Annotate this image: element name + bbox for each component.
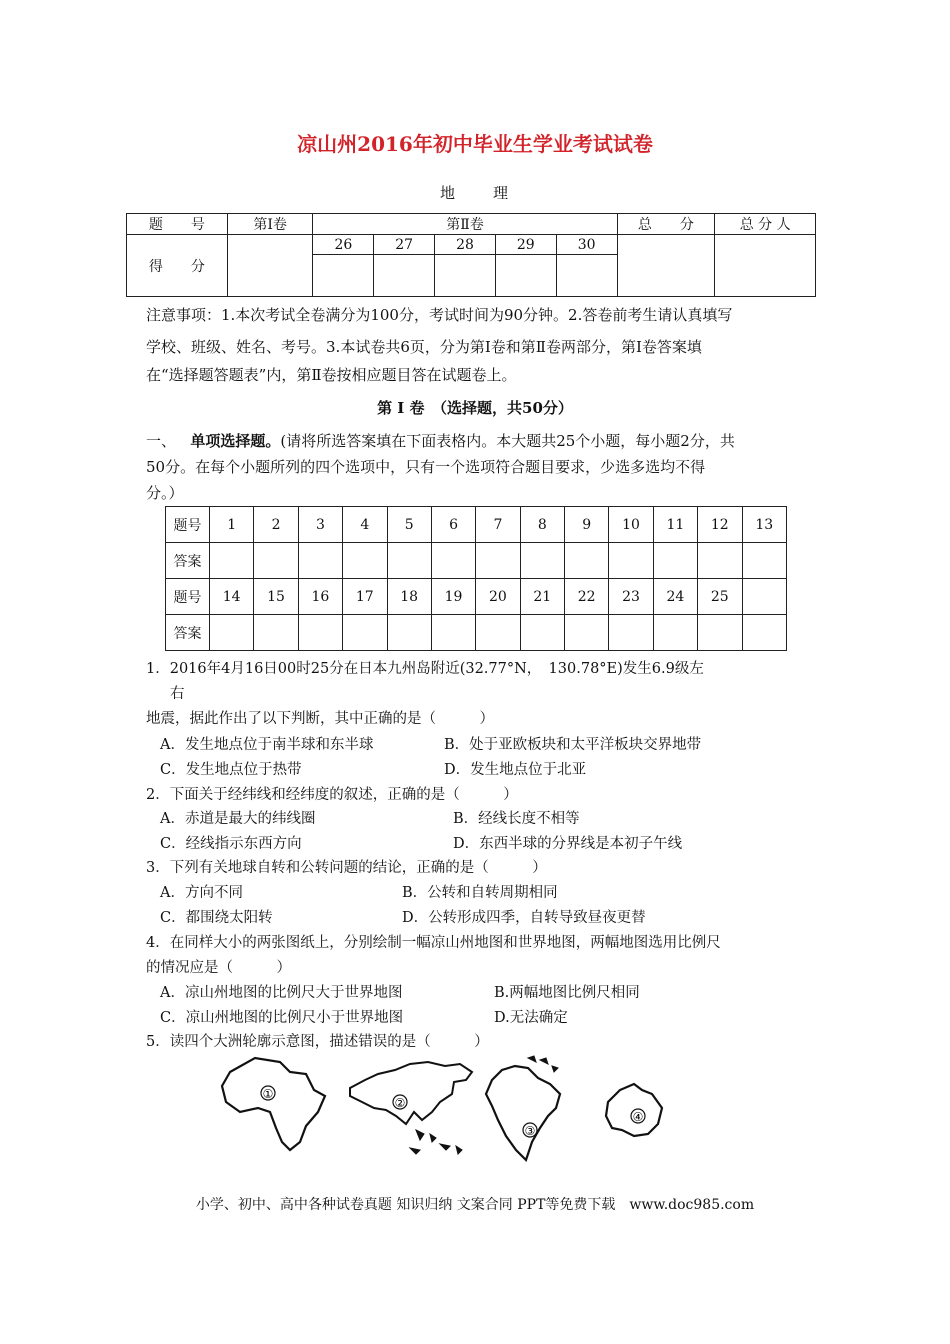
answer-qnum: 10 [609,507,653,543]
score-table-tihao: 题 号 [127,214,228,235]
answer-qnum: 20 [476,579,520,615]
score-cell-juan1[interactable] [227,235,313,297]
answer-cell[interactable] [742,615,787,651]
notice-line: 在“选择题答题表”内，第Ⅱ卷按相应题目答在试题卷上。 [146,366,517,384]
question-2-option-b[interactable]: B．经线长度不相等 [453,811,580,827]
question-4-option-a[interactable]: A．凉山州地图的比例尺大于世界地图 [160,985,403,1001]
score-cell[interactable] [435,255,496,297]
answer-cell[interactable] [387,615,431,651]
answer-qnum: 25 [698,579,742,615]
answer-cell[interactable] [431,543,475,579]
answer-cell[interactable] [298,543,342,579]
answer-row-label: 题号 [166,579,210,615]
question-4-option-c[interactable]: C．凉山州地图的比例尺小于世界地图 [160,1010,404,1026]
score-table-qnum: 28 [435,235,496,255]
score-cell[interactable] [374,255,435,297]
part1-line1 [146,428,735,454]
answer-qnum: 3 [298,507,342,543]
answer-qnum: 5 [387,507,431,543]
answer-qnum: 23 [609,579,653,615]
answer-cell[interactable] [520,543,564,579]
score-table-zongfenren: 总 分 人 [715,214,816,235]
continent-2-asia [350,1062,472,1154]
part1-line3: 分。） [146,484,184,502]
answer-qnum: 12 [698,507,742,543]
answer-cell[interactable] [343,543,387,579]
score-cell[interactable] [556,255,617,297]
continent-1-africa [222,1058,325,1150]
answer-qnum: 22 [565,579,609,615]
answer-cell[interactable] [254,543,298,579]
part1-rest: (请将所选答案填在下面表格内。本大题共25个小题，每小题2分，共 [280,432,735,450]
answer-cell[interactable] [742,543,787,579]
answer-cell[interactable] [210,615,254,651]
score-cell[interactable] [313,255,374,297]
question-3-option-c[interactable]: C．都围绕太阳转 [160,910,273,926]
continent-3-north-america [486,1056,560,1160]
question-2-option-a[interactable]: A．赤道是最大的纬线圈 [160,811,316,827]
answer-cell[interactable] [565,615,609,651]
answer-qnum: 15 [254,579,298,615]
answer-cell[interactable] [476,543,520,579]
answer-qnum: 2 [254,507,298,543]
answer-qnum: 19 [431,579,475,615]
score-table-defen: 得 分 [127,235,228,297]
question-2-option-c[interactable]: C．经线指示东西方向 [160,836,302,852]
question-3-option-a[interactable]: A．方向不同 [160,885,243,901]
question-4-option-b[interactable]: B.两幅地图比例尺相同 [494,985,640,1001]
question-5-stem: 5．读四个大洲轮廓示意图，描述错误的是（ ） [146,1034,489,1050]
question-4-option-d[interactable]: D.无法确定 [494,1010,568,1026]
answer-cell[interactable] [343,615,387,651]
question-1-option-b[interactable]: B．处于亚欧板块和太平洋板块交界地带 [444,737,702,753]
score-cell[interactable] [495,255,556,297]
question-3-option-b[interactable]: B．公转和自转周期相同 [402,885,558,901]
answer-cell[interactable] [653,543,697,579]
answer-cell[interactable] [387,543,431,579]
continent-4-australia [606,1084,662,1136]
part1-line2: 50分。在每个小题所列的四个选项中，只有一个选项符合题目要求，少选多选均不得 [146,458,706,476]
question-2-stem: 2．下面关于经纬线和经纬度的叙述，正确的是（ ） [146,787,518,803]
continent-label: ④ [632,1110,644,1124]
answer-row-label: 答案 [166,615,210,651]
answer-qnum: 11 [653,507,697,543]
answer-cell[interactable] [520,615,564,651]
answer-qnum: 16 [298,579,342,615]
notice-line: 注意事项：1.本次考试全卷满分为100分，考试时间为90分钟。2.答卷前考生请认真填写 [146,306,733,324]
score-cell-grader[interactable] [715,235,816,297]
answer-qnum: 6 [431,507,475,543]
part1-label: 一、 [146,432,177,450]
answer-cell[interactable] [698,615,742,651]
question-3-stem: 3．下列有关地球自转和公转问题的结论，正确的是（ ） [146,860,547,876]
question-4-stem: 的情况应是（ ） [146,960,291,976]
part1-title: 单项选择题。 [190,432,281,450]
score-table-zongfen: 总 分 [617,214,715,235]
score-table-qnum: 27 [374,235,435,255]
score-cell-total[interactable] [617,235,715,297]
answer-qnum: 7 [476,507,520,543]
answer-cell[interactable] [476,615,520,651]
answer-qnum: 1 [210,507,254,543]
question-1-option-a[interactable]: A．发生地点位于南半球和东半球 [160,737,374,753]
question-2-option-d[interactable]: D．东西半球的分界线是本初子午线 [453,836,683,852]
answer-cell[interactable] [653,615,697,651]
notice-line: 学校、班级、姓名、考号。3.本试卷共6页，分为第Ⅰ卷和第Ⅱ卷两部分，第Ⅰ卷答案填 [146,338,702,356]
question-1-stem: 1．2016年4月16日00时25分在日本九州岛附近(32.77°N， 130.78°E)发生6.9级左 [146,661,704,677]
subject-char-1: 地 [439,184,457,202]
answer-qnum: 8 [520,507,564,543]
answer-qnum [742,579,787,615]
answer-qnum: 14 [210,579,254,615]
continent-label: ③ [524,1124,536,1138]
question-1-stem: 地震，据此作出了以下判断，其中正确的是（ ） [146,711,494,727]
score-table-juan1: 第Ⅰ卷 [227,214,313,235]
answer-cell[interactable] [431,615,475,651]
answer-qnum: 18 [387,579,431,615]
answer-cell[interactable] [609,615,653,651]
answer-cell[interactable] [698,543,742,579]
subject-char-2: 理 [493,184,511,202]
answer-cell[interactable] [298,615,342,651]
score-table [126,213,816,297]
question-1-option-d[interactable]: D．发生地点位于北亚 [444,762,587,778]
continent-outline-maps [210,1050,690,1165]
continent-label: ① [262,1087,274,1101]
score-table-qnum: 30 [556,235,617,255]
answer-cell[interactable] [210,543,254,579]
score-table-qnum: 26 [313,235,374,255]
exam-title: 凉山州2016年初中毕业生学业考试试卷 [297,132,653,156]
question-1-stem: 右 [170,686,185,702]
answer-cell[interactable] [609,543,653,579]
answer-row-label: 题号 [166,507,210,543]
answer-table [165,506,787,651]
question-4-stem: 4．在同样大小的两张图纸上，分别绘制一幅凉山州地图和世界地图，两幅地图选用比例尺 [146,935,721,951]
answer-qnum: 21 [520,579,564,615]
answer-qnum: 9 [565,507,609,543]
continent-label: ② [394,1096,406,1110]
answer-row-label: 答案 [166,543,210,579]
answer-cell[interactable] [254,615,298,651]
answer-qnum: 24 [653,579,697,615]
page-footer: 小学、初中、高中各种试卷真题 知识归纳 文案合同 PPT等免费下载 www.doc985.com [195,1197,755,1213]
question-3-option-d[interactable]: D．公转形成四季，自转导致昼夜更替 [402,910,646,926]
score-table-qnum: 29 [495,235,556,255]
answer-qnum: 13 [742,507,787,543]
answer-cell[interactable] [565,543,609,579]
subject-label [0,182,950,203]
section-heading: 第 Ⅰ 卷 （选择题，共50分） [377,399,573,417]
score-table-juan2: 第Ⅱ卷 [313,214,617,235]
answer-qnum: 4 [343,507,387,543]
answer-qnum: 17 [343,579,387,615]
question-1-option-c[interactable]: C．发生地点位于热带 [160,762,302,778]
